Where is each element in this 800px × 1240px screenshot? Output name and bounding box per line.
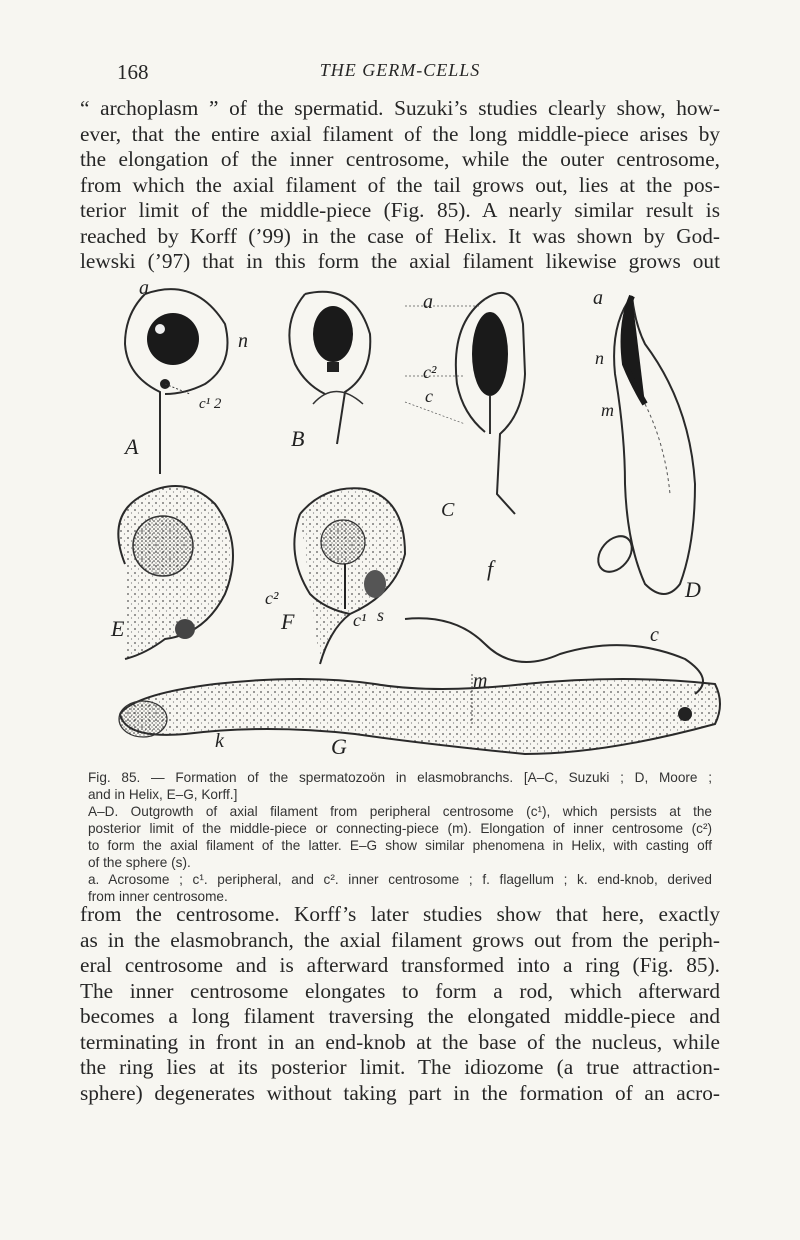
text-line: lewski (’97) that in this form the axial filament likewise grows out [80, 249, 720, 273]
label-c-2: c [650, 624, 659, 646]
caption-line: from inner centrosome. [88, 889, 228, 904]
text-line: from the centrosome. Korff’s later studies show that here, exactly [80, 902, 720, 926]
cell-g [119, 618, 720, 759]
label-c: c [425, 386, 433, 406]
label-k: k [215, 730, 224, 752]
label-B: B [291, 426, 305, 451]
paragraph-top [80, 96, 720, 275]
text-line: the ring lies at its posterior limit. The idiozome (a true attraction- [80, 1055, 720, 1079]
label-m-2: m [473, 670, 488, 692]
text-line: as in the elasmobranch, the axial filament grows out from the periph- [80, 927, 720, 952]
figure-illustration [105, 284, 725, 764]
text-line: terminating in front in an end-knob at the base of the nucleus, while [80, 1029, 720, 1054]
label-C: C [441, 499, 455, 521]
caption-line: Fig. 85. — Formation of the spermatozoön in elasmobranchs. [A–C, Suzuki ; D, Moore ; [88, 770, 712, 785]
figure-caption [88, 769, 712, 905]
cell-a [123, 284, 248, 474]
label-c12: c¹ 2 [199, 396, 222, 412]
label-f: f [487, 556, 494, 581]
label-n: n [238, 330, 248, 352]
label-m: m [601, 400, 614, 420]
text-line: the elongation of the inner centrosome, while the outer centrosome, [80, 147, 720, 171]
label-F: F [281, 609, 295, 634]
paragraph-bottom [80, 902, 720, 1106]
cell-e [110, 486, 233, 659]
label-c2: c² [423, 362, 437, 382]
page-header [80, 60, 720, 84]
cell-c [405, 291, 525, 581]
figure-85 [105, 284, 725, 764]
caption-line: of the sphere (s). [88, 855, 191, 870]
label-E: E [111, 616, 125, 641]
label-A: A [125, 434, 139, 459]
text-line: terior limit of the middle-piece (Fig. 85). A nearly similar result is [80, 198, 720, 222]
label-s: s [377, 605, 385, 625]
caption-line: and in Helix, E–G, Korff.] [88, 787, 238, 802]
label-c1: c¹ [353, 610, 367, 630]
label-G: G [331, 734, 347, 759]
cell-b [289, 292, 370, 451]
text-line: The inner centrosome elongates to form a rod, which afterward [80, 978, 720, 1003]
label-D: D [685, 577, 701, 602]
text-line: becomes a long filament traversing the elongated middle-piece and [80, 1004, 720, 1028]
caption-line: posterior limit of the middle-piece or connecting-piece (m). Elongation of inner centrosome (c²) [88, 821, 712, 836]
cell-d [591, 287, 701, 646]
label-a: a [139, 284, 149, 299]
text-line: ever, that the entire axial filament of the long middle-piece arises by [80, 121, 720, 146]
text-line: reached by Korff (’99) in the case of Helix. It was shown by God- [80, 223, 720, 248]
text-line: from which the axial filament of the tail grows out, lies at the pos- [80, 172, 720, 197]
text-line: “ archoplasm ” of the spermatid. Suzuki’s studies clearly show, how- [80, 96, 720, 120]
text-line: eral centrosome and is afterward transformed into a ring (Fig. 85). [80, 953, 720, 977]
label-a-3: a [593, 287, 603, 309]
caption-line: to form the axial filament of the latter. E–G show similar phenomena in Helix, with casting off [88, 838, 712, 853]
caption-line: a. Acrosome ; c¹. peripheral, and c². inner centrosome ; f. flagellum ; k. end-knob, derived [88, 872, 712, 887]
label-c2-f: c² [265, 588, 279, 608]
text-line: sphere) degenerates without taking part in the formation of an acro- [80, 1080, 720, 1105]
running-head: THE GERM-CELLS [319, 60, 481, 80]
caption-line: A–D. Outgrowth of axial filament from peripheral centrosome (c¹), which persists at the [88, 804, 712, 819]
cell-f [265, 488, 405, 664]
label-a-2: a [423, 291, 433, 313]
label-n-2: n [595, 348, 604, 368]
page-number: 168 [117, 60, 149, 84]
